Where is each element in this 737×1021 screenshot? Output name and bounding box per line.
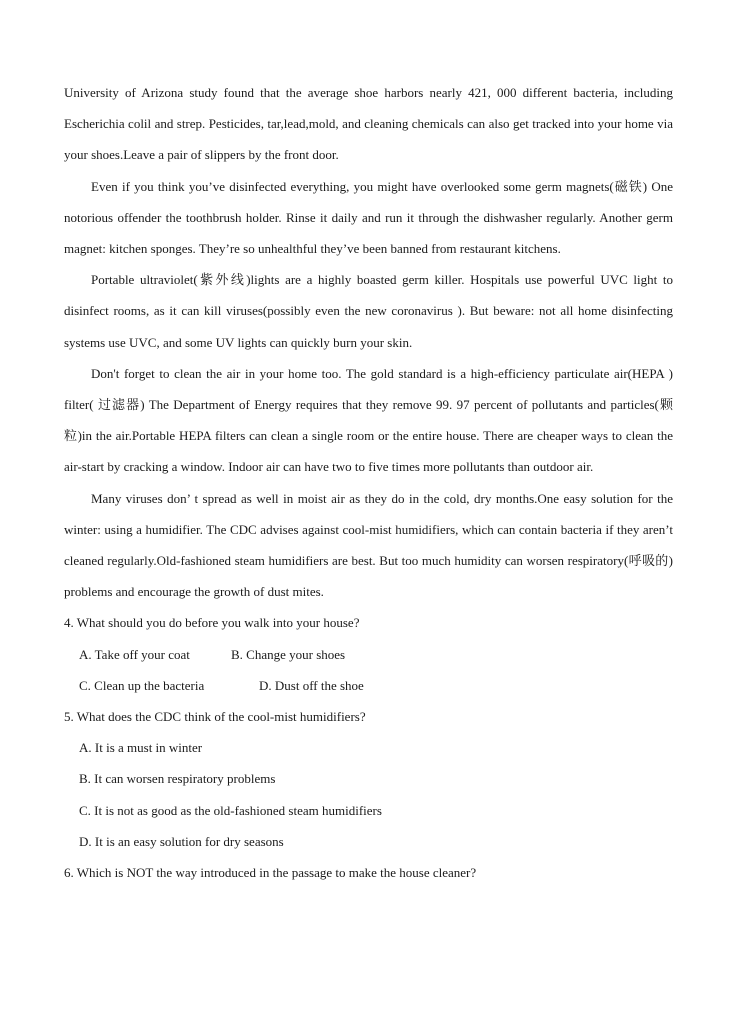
question-4-option-c: C. Clean up the bacteria: [79, 677, 205, 693]
passage-paragraph-1: University of Arizona study found that the average shoe harbors nearly 421, 000 different bacteria, including Escherichia colil and strep. Pesticides, tar,lead,mold, and cleaning chemicals can also get tracked into your home via your shoes.Leave a pair of slippers by the front door.: [64, 85, 673, 163]
question-4: [64, 607, 673, 701]
passage-paragraph-3: Portable ultraviolet(紫外线)lights are a highly boasted germ killer. Hospitals use powerful UVC light to disinfect rooms, as it can kill viruses(possibly even the new coronavirus ). But beware: not all home disinfecting systems use UVC, and some UV lights can quickly burn your skin.: [64, 272, 673, 350]
passage-paragraph-2: Even if you think you’ve disinfected everything, you might have overlooked some germ magnets(磁铁) One notorious offender the toothbrush holder. Rinse it daily and run it through the dishwasher regularly. Another germ magnet: kitchen sponges. They’re so unhealthful they’ve been banned from restaurant kitchens.: [64, 178, 673, 257]
question-5-option-c: C. It is not as good as the old-fashioned steam humidifiers: [79, 802, 382, 818]
document-page: [64, 77, 673, 888]
question-4-stem: 4. What should you do before you walk into your house?: [64, 615, 360, 631]
question-5-option-a: A. It is a must in winter: [79, 740, 203, 756]
passage-paragraph-5: Many viruses don’ t spread as well in moist air as they do in the cold, dry months.One easy solution for the winter: using a humidifier. The CDC advises against cool-mist humidifiers, which can contain bacteria if they aren’t cleaned regularly.Old-fashioned steam humidifiers are best. But too much humidity can worsen respiratory(呼吸的) problems and encourage the growth of dust mites.: [64, 490, 673, 600]
question-6-stem: 6. Which is NOT the way introduced in the passage to make the house cleaner?: [64, 865, 477, 881]
question-5-option-d: D. It is an easy solution for dry seasons: [79, 833, 284, 849]
passage-paragraph-4: Don't forget to clean the air in your home too. The gold standard is a high-efficiency particulate air(HEPA ) filter( 过滤器) The Department of Energy requires that they remove 99. 97 percent of pollutants and particles(颗粒)in the air.Portable HEPA filters can clean a single room or the entire house. There are cheaper ways to clean the air-start by cracking a window. Indoor air can have two to five times more pollutants than outdoor air.: [64, 365, 673, 475]
question-4-option-a: A. Take off your coat: [79, 646, 190, 662]
question-6: [64, 857, 673, 888]
question-4-option-b: B. Change your shoes: [231, 646, 346, 662]
question-5-option-b: B. It can worsen respiratory problems: [79, 771, 276, 787]
question-4-options-row-2: [64, 670, 673, 701]
question-4-options-row-1: [64, 639, 673, 670]
question-5-stem: 5. What does the CDC think of the cool-mist humidifiers?: [64, 709, 366, 725]
question-5: [64, 701, 673, 857]
question-4-option-d: D. Dust off the shoe: [259, 677, 364, 693]
